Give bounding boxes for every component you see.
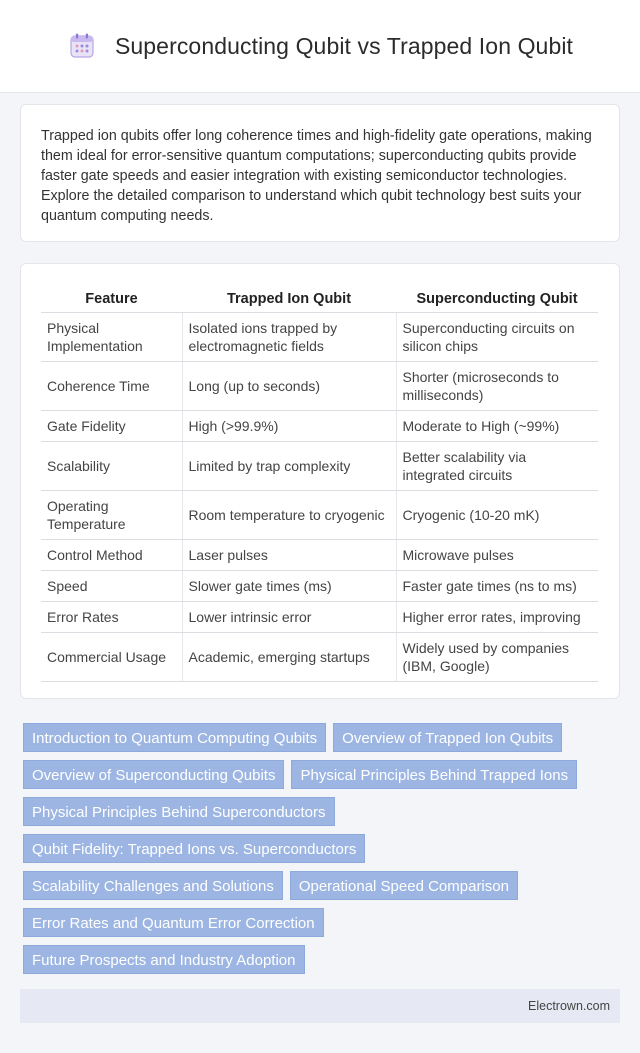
cell-superconducting: Microwave pulses — [396, 539, 598, 570]
tag-principles-trapped-ions[interactable]: Physical Principles Behind Trapped Ions — [291, 760, 577, 789]
tag-future-prospects[interactable]: Future Prospects and Industry Adoption — [23, 945, 305, 974]
cell-feature: Physical Implementation — [41, 312, 182, 361]
header-superconducting: Superconducting Qubit — [396, 282, 598, 312]
tag-overview-trapped-ion[interactable]: Overview of Trapped Ion Qubits — [333, 723, 562, 752]
cell-feature: Error Rates — [41, 601, 182, 632]
table-row — [41, 312, 598, 361]
tag-principles-superconductors[interactable]: Physical Principles Behind Superconductors — [23, 797, 335, 826]
table-row — [41, 410, 598, 441]
cell-superconducting: Superconducting circuits on silicon chips — [396, 312, 598, 361]
cell-trapped-ion: Room temperature to cryogenic — [182, 490, 396, 539]
table-row — [41, 490, 598, 539]
tag-intro-qubits[interactable]: Introduction to Quantum Computing Qubits — [23, 723, 326, 752]
cell-feature: Operating Temperature — [41, 490, 182, 539]
tag-error-rates[interactable]: Error Rates and Quantum Error Correction — [23, 908, 324, 937]
tag-qubit-fidelity[interactable]: Qubit Fidelity: Trapped Ions vs. Superconductors — [23, 834, 365, 863]
calendar-grid-icon — [67, 31, 97, 61]
cell-feature: Gate Fidelity — [41, 410, 182, 441]
table-row — [41, 441, 598, 490]
header-feature: Feature — [41, 282, 182, 312]
cell-superconducting: Faster gate times (ns to ms) — [396, 570, 598, 601]
comparison-card — [20, 263, 620, 699]
intro-text: Trapped ion qubits offer long coherence times and high-fidelity gate operations, making them ideal for error-sensitive quantum computations; superconducting qubits provide faster gate speeds and easier integration with existing semiconductor technologies. Explore the detailed comparison to understand which qubit technology best suits your quantum computing needs. — [41, 128, 592, 224]
cell-feature: Coherence Time — [41, 361, 182, 410]
cell-superconducting: Widely used by companies (IBM, Google) — [396, 632, 598, 681]
page-title: Superconducting Qubit vs Trapped Ion Qubit — [114, 32, 574, 59]
cell-feature: Commercial Usage — [41, 632, 182, 681]
intro-card — [20, 104, 620, 242]
tag-overview-superconducting[interactable]: Overview of Superconducting Qubits — [23, 760, 284, 789]
table-row — [41, 539, 598, 570]
cell-trapped-ion: Isolated ions trapped by electromagnetic fields — [182, 312, 396, 361]
table-row — [41, 632, 598, 681]
cell-feature: Speed — [41, 570, 182, 601]
cell-trapped-ion: Lower intrinsic error — [182, 601, 396, 632]
table-header-row — [41, 282, 598, 312]
related-topics — [23, 723, 617, 982]
table-row — [41, 570, 598, 601]
tag-speed-comparison[interactable]: Operational Speed Comparison — [290, 871, 518, 900]
cell-superconducting: Higher error rates, improving — [396, 601, 598, 632]
cell-superconducting: Better scalability via integrated circuits — [396, 441, 598, 490]
page-header — [0, 0, 640, 93]
header-trapped-ion: Trapped Ion Qubit — [182, 282, 396, 312]
cell-superconducting: Shorter (microseconds to milliseconds) — [396, 361, 598, 410]
cell-trapped-ion: Limited by trap complexity — [182, 441, 396, 490]
cell-trapped-ion: Academic, emerging startups — [182, 632, 396, 681]
cell-trapped-ion: High (>99.9%) — [182, 410, 396, 441]
footer — [20, 989, 620, 1023]
cell-superconducting: Moderate to High (~99%) — [396, 410, 598, 441]
cell-trapped-ion: Laser pulses — [182, 539, 396, 570]
comparison-table — [41, 282, 598, 682]
cell-trapped-ion: Long (up to seconds) — [182, 361, 396, 410]
cell-feature: Control Method — [41, 539, 182, 570]
cell-superconducting: Cryogenic (10-20 mK) — [396, 490, 598, 539]
table-row — [41, 361, 598, 410]
cell-trapped-ion: Slower gate times (ms) — [182, 570, 396, 601]
footer-brand[interactable]: Electrown.com — [528, 999, 610, 1013]
tag-scalability[interactable]: Scalability Challenges and Solutions — [23, 871, 283, 900]
cell-feature: Scalability — [41, 441, 182, 490]
table-row — [41, 601, 598, 632]
